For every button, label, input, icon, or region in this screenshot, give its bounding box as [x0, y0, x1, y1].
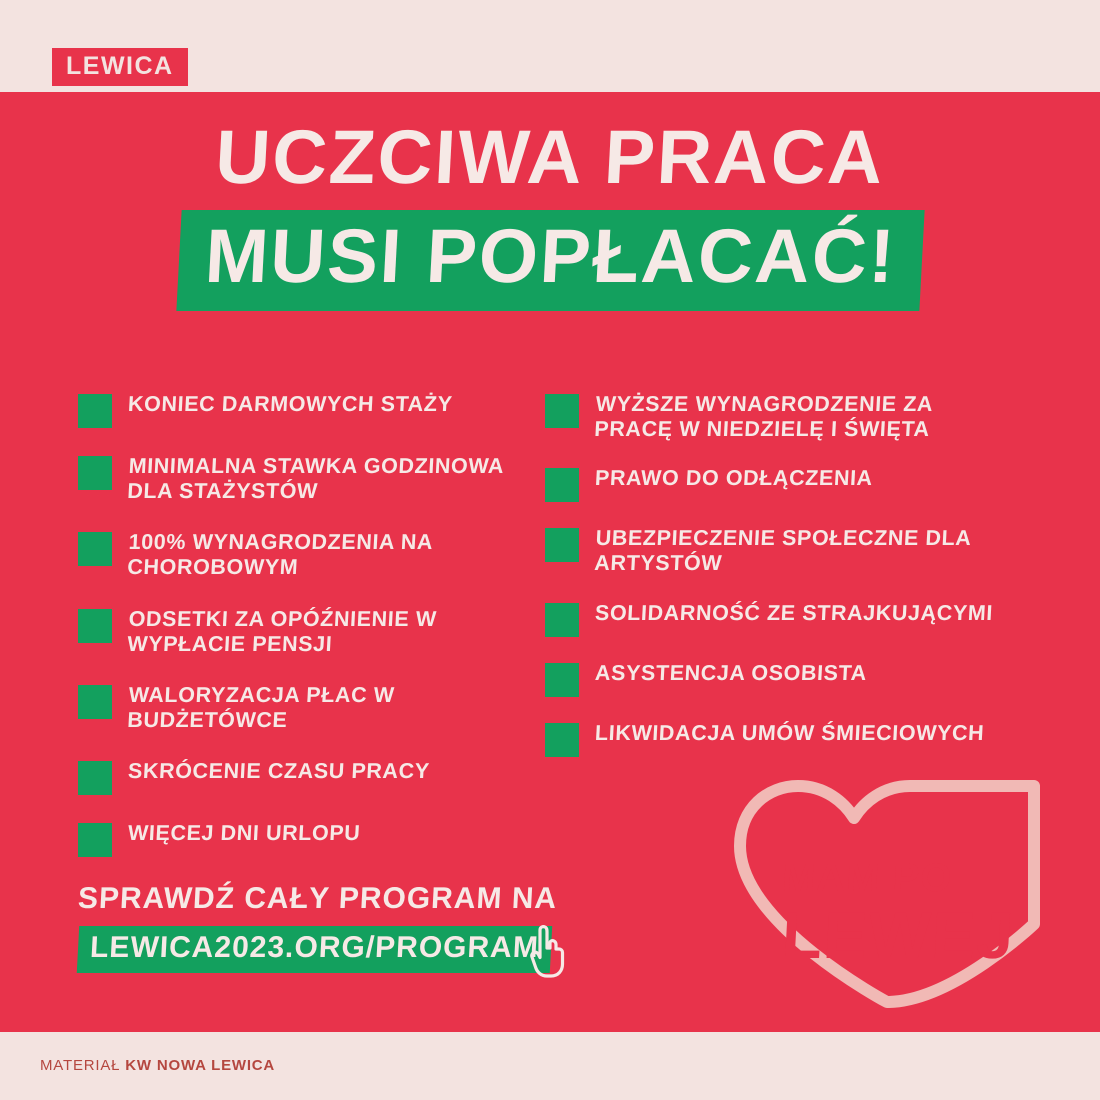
- square-bullet-icon: [545, 723, 579, 757]
- footer-committee: KW NOWA LEWICA: [125, 1057, 276, 1074]
- list-item: [545, 466, 1100, 502]
- headline-line-1: UCZCIWA PRACA: [213, 115, 887, 200]
- list-item: [78, 821, 545, 857]
- list-item-label: WYŻSZE WYNAGRODZENIE ZA PRACĘ W NIEDZIELĘ I ŚWIĘTA: [593, 392, 934, 442]
- list-item-label: UBEZPIECZENIE SPOŁECZNE DLA ARTYSTÓW: [593, 526, 972, 576]
- square-bullet-icon: [78, 685, 112, 719]
- list-item-label: LIKWIDACJA UMÓW ŚMIECIOWYCH: [594, 720, 985, 745]
- list-item: [545, 661, 1100, 697]
- lewica-logo-label: LEWICA: [66, 52, 174, 80]
- list-item: [78, 759, 545, 795]
- list-item-label: PRAWO DO ODŁĄCZENIA: [594, 466, 874, 491]
- square-bullet-icon: [78, 761, 112, 795]
- footer-prefix: MATERIAŁ: [40, 1057, 126, 1074]
- square-bullet-icon: [78, 609, 112, 643]
- list-item: [78, 683, 545, 733]
- headline-line-2-wrapper: [0, 210, 1100, 311]
- lewica-logo: [52, 48, 188, 86]
- bullet-column-left: [0, 392, 545, 883]
- list-item: [545, 601, 1100, 637]
- square-bullet-icon: [78, 394, 112, 428]
- list-item: [78, 607, 545, 657]
- heart-logo-text: [779, 856, 1016, 972]
- square-bullet-icon: [78, 456, 112, 490]
- heart-logo-line-2: LEWEJ: [779, 898, 1016, 972]
- heart-logo-line-1: MAM PO: [780, 856, 954, 900]
- list-item-label: WALORYZACJA PŁAC W BUDŻETÓWCE: [126, 682, 396, 732]
- list-item: [78, 392, 545, 428]
- headline-line-2: MUSI POPŁACAĆ!: [176, 210, 924, 311]
- call-to-action: [78, 882, 698, 973]
- footer-credit: [40, 1057, 275, 1074]
- square-bullet-icon: [545, 603, 579, 637]
- square-bullet-icon: [545, 468, 579, 502]
- list-item-label: MINIMALNA STAWKA GODZINOWA DLA STAŻYSTÓW: [126, 454, 505, 504]
- list-item: [545, 721, 1100, 757]
- list-item: [78, 530, 545, 580]
- square-bullet-icon: [78, 823, 112, 857]
- square-bullet-icon: [545, 663, 579, 697]
- cta-line-1-wrapper: [78, 882, 698, 916]
- list-item: [545, 392, 1100, 442]
- list-item-label: SOLIDARNOŚĆ ZE STRAJKUJĄCYMI: [594, 600, 994, 625]
- cta-line-2-wrapper: [78, 916, 698, 973]
- square-bullet-icon: [545, 528, 579, 562]
- cta-line-1: SPRAWDŹ CAŁY PROGRAM NA: [77, 882, 559, 915]
- list-item: [545, 526, 1100, 576]
- list-item-label: KONIEC DARMOWYCH STAŻY: [127, 392, 454, 416]
- list-item: [78, 454, 545, 504]
- square-bullet-icon: [78, 532, 112, 566]
- headline: [0, 115, 1100, 311]
- heart-outline-icon: [722, 774, 1052, 1014]
- list-item-label: 100% WYNAGRODZENIA NA CHOROBOWYM: [126, 530, 434, 580]
- pointing-hand-cursor-icon: [526, 924, 572, 980]
- main-red-panel: [0, 92, 1100, 1032]
- list-item-label: WIĘCEJ DNI URLOPU: [127, 821, 362, 846]
- cta-url[interactable]: LEWICA2023.ORG/PROGRAM: [77, 926, 552, 973]
- list-item-label: ASYSTENCJA OSOBISTA: [594, 660, 868, 685]
- square-bullet-icon: [545, 394, 579, 428]
- list-item-label: ODSETKI ZA OPÓŹNIENIE W WYPŁACIE PENSJI: [126, 606, 438, 656]
- list-item-label: SKRÓCENIE CZASU PRACY: [127, 759, 431, 784]
